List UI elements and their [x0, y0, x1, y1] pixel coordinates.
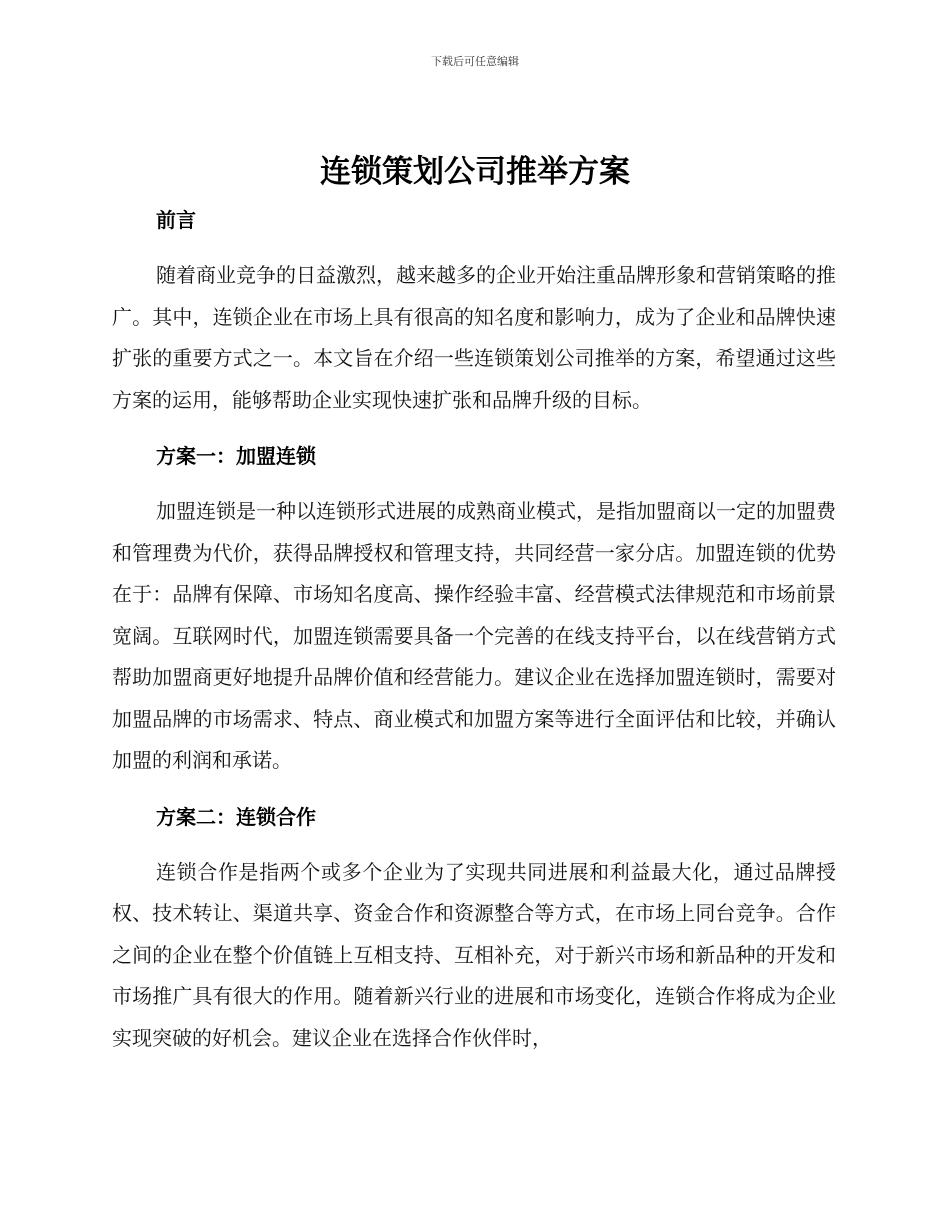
section-heading-plan-one: 方案一：加盟连锁: [156, 444, 316, 468]
section-paragraph-plan-two: 连锁合作是指两个或多个企业为了实现共同进展和利益最大化，通过品牌授权、技术转让、渠道共享、资金合作和资源整合等方式，在市场上同台竞争。合作之间的企业在整个价值链上互相支持、互相补充，对于新兴市场和新品种的开发和市场推广具有很大的作用。随着新兴行业的进展和市场变化，连锁合作将成为企业实现突破的好机会。建议企业在选择合作伙伴时，: [112, 859, 836, 1050]
section-paragraph-plan-one: 加盟连锁是一种以连锁形式进展的成熟商业模式，是指加盟商以一定的加盟费和管理费为代价，获得品牌授权和管理支持，共同经营一家分店。加盟连锁的优势在于：品牌有保障、市场知名度高、操作经验丰富、经营模式法律规范和市场前景宽阔。互联网时代，加盟连锁需要具备一个完善的在线支持平台，以在线营销方式帮助加盟商更好地提升品牌价值和经营能力。建议企业在选择加盟连锁时，需要对加盟品牌的市场需求、特点、商业模式和加盟方案等进行全面评估和比较，并确认加盟的利润和承诺。: [112, 499, 836, 772]
document-body: [112, 201, 836, 1059]
section-paragraph-preface: 随着商业竞争的日益激烈，越来越多的企业开始注重品牌形象和营销策略的推广。其中，连锁企业在市场上具有很高的知名度和影响力，成为了企业和品牌快速扩张的重要方式之一。本文旨在介绍一些连锁策划公司推举的方案，希望通过这些方案的运用，能够帮助企业实现快速扩张和品牌升级的目标。: [112, 263, 836, 412]
section-heading-preface: 前言: [156, 208, 196, 232]
header-note: 下载后可任意编辑: [431, 55, 519, 68]
document-title: 连锁策划公司推举方案: [320, 154, 630, 190]
section-heading-plan-two: 方案二：连锁合作: [156, 804, 316, 829]
